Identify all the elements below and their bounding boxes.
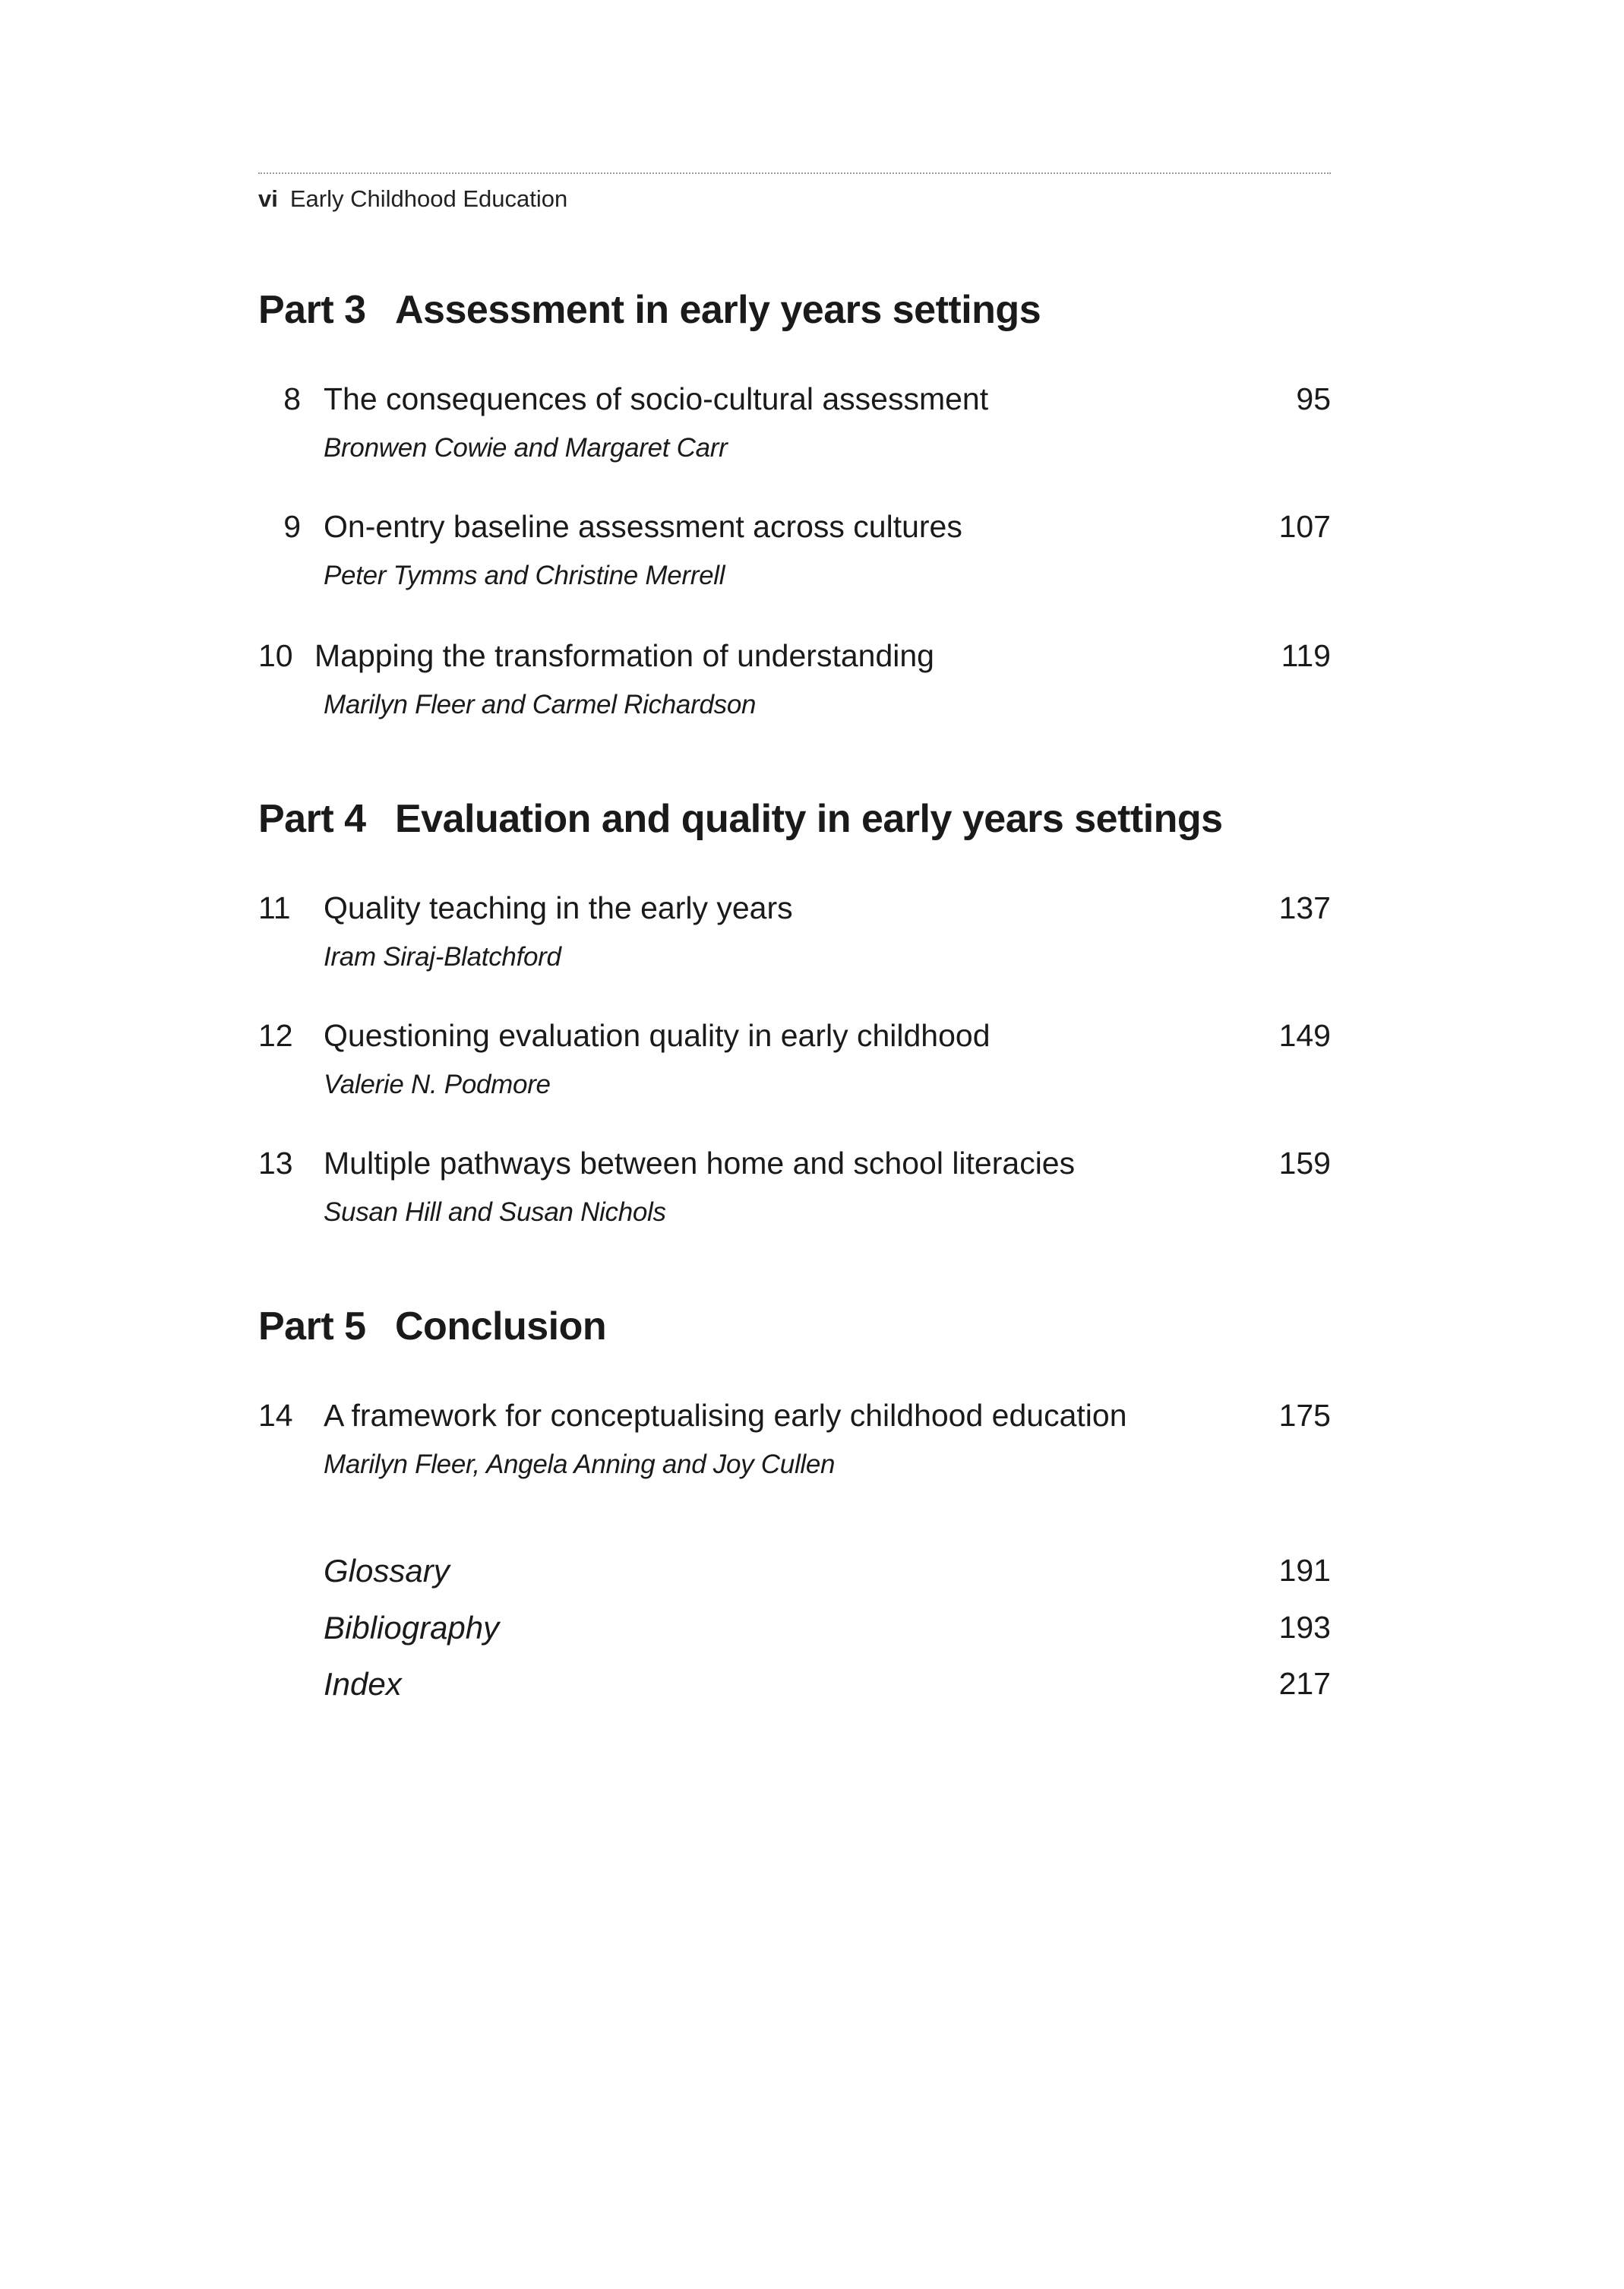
chapter-number: 8 <box>283 381 301 416</box>
chapter-title: Mapping the transformation of understanding <box>314 638 934 673</box>
part-heading-5 <box>258 1304 606 1349</box>
running-head <box>258 185 567 213</box>
chapter-number: 10 <box>258 638 293 673</box>
page-number: 159 <box>1278 1146 1331 1181</box>
page-number: 149 <box>1278 1018 1331 1053</box>
chapter-authors: Marilyn Fleer, Angela Anning and Joy Cullen <box>324 1450 836 1479</box>
chapter-title: Quality teaching in the early years <box>324 890 793 925</box>
chapter-number: 12 <box>258 1018 293 1053</box>
chapter-authors: Bronwen Cowie and Margaret Carr <box>324 433 728 463</box>
page-number: 137 <box>1278 890 1331 925</box>
page-number: 217 <box>1278 1666 1331 1701</box>
chapter-authors: Valerie N. Podmore <box>324 1070 551 1099</box>
part-label: Part 4 <box>258 797 366 841</box>
chapter-title: Questioning evaluation quality in early childhood <box>324 1018 991 1053</box>
chapter-number: 9 <box>283 509 301 544</box>
page-number: 193 <box>1278 1610 1331 1645</box>
chapter-number: 14 <box>258 1398 293 1433</box>
part-title: Assessment in early years settings <box>395 288 1041 332</box>
chapter-number: 13 <box>258 1146 293 1181</box>
header-rule <box>258 172 1331 174</box>
book-title: Early Childhood Education <box>289 185 568 212</box>
back-matter-label: Bibliography <box>324 1610 500 1646</box>
part-label: Part 5 <box>258 1304 366 1348</box>
page-number: 175 <box>1278 1398 1331 1433</box>
chapter-number: 11 <box>258 890 291 925</box>
chapter-title: Multiple pathways between home and school literacies <box>324 1146 1076 1181</box>
part-heading-4 <box>258 796 1223 842</box>
chapter-authors: Iram Siraj-Blatchford <box>324 942 561 972</box>
page-number: 95 <box>1296 381 1331 416</box>
page-number: 107 <box>1278 509 1331 544</box>
chapter-authors: Marilyn Fleer and Carmel Richardson <box>324 690 757 719</box>
page-number: 191 <box>1278 1553 1331 1588</box>
chapter-authors: Peter Tymms and Christine Merrell <box>324 561 725 590</box>
chapter-title: On-entry baseline assessment across cultures <box>324 509 962 544</box>
chapter-title: A framework for conceptualising early childhood education <box>324 1398 1127 1433</box>
part-title: Conclusion <box>395 1304 607 1348</box>
chapter-authors: Susan Hill and Susan Nichols <box>324 1197 666 1227</box>
back-matter-label: Index <box>324 1666 402 1702</box>
part-heading-3 <box>258 287 1041 333</box>
back-matter-label: Glossary <box>324 1553 450 1589</box>
folio: vi <box>258 185 278 212</box>
page-number: 119 <box>1281 638 1331 673</box>
chapter-title: The consequences of socio-cultural assessment <box>324 381 989 416</box>
part-label: Part 3 <box>258 288 366 332</box>
part-title: Evaluation and quality in early years settings <box>395 797 1223 841</box>
